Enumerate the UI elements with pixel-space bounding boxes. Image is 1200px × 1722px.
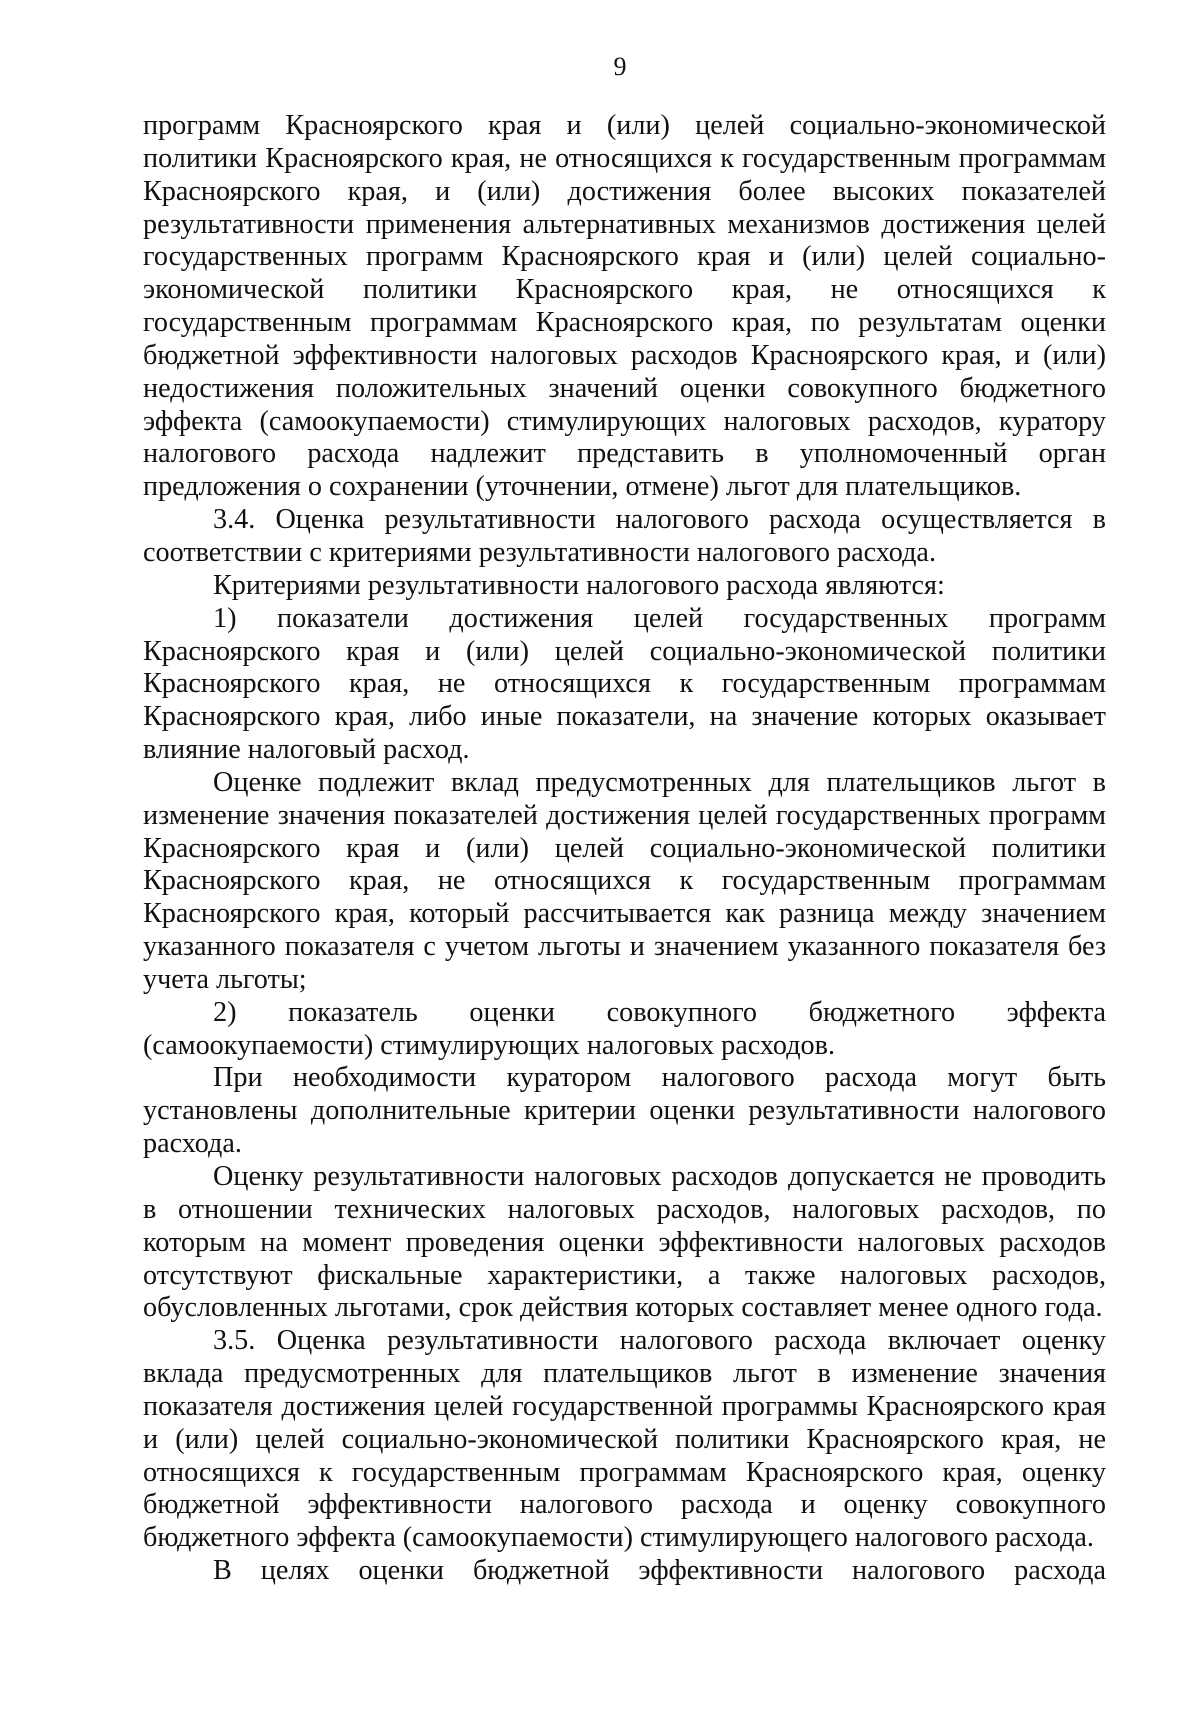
paragraph-6: 2) показатель оценки совокупного бюджетного эффекта (самоокупаемости) стимулирующих налоговых расходов.: [143, 996, 1106, 1061]
paragraph-2: 3.4. Оценка результативности налогового расхода осуществляется в соответствии с критериями результативности налогового расхода.: [143, 504, 1106, 568]
paragraph-1: программ Красноярского края и (или) целей социально-экономической политики Красноярского края, не относящихся к государственным программам Красноярского края, и (или) достижения более высоких показателей результативности применения альтернативных механизмов достижения целей государственных программ Красноярского края и (или) целей социально-экономической политики Красноярского края, не относящихся к государственным программам Красноярского края, по результатам оценки бюджетной эффективности налоговых расходов Красноярского края, и (или) недостижения положительных значений оценки совокупного бюджетного эффекта (самоокупаемости) стимулирующих налоговых расходов, куратору налогового расхода надлежит представить в уполномоченный орган предложения о сохранении (уточнении, отмене) льгот для плательщиков.: [143, 110, 1106, 503]
paragraph-9: 3.5. Оценка результативности налогового расхода включает оценку вклада предусмотренных для плательщиков льгот в изменение значения показателя достижения целей государственной программы Красноярского края и (или) целей социально-экономической политики Красноярского края, не относящихся к государственным программам Красноярского края, оценку бюджетной эффективности налогового расхода и оценку совокупного бюджетного эффекта (самоокупаемости) стимулирующего налогового расхода.: [143, 1325, 1106, 1554]
paragraph-7: При необходимости куратором налогового расхода могут быть установлены дополнительные критерии оценки результативности налогового расхода.: [143, 1062, 1106, 1160]
paragraph-5: Оценке подлежит вклад предусмотренных для плательщиков льгот в изменение значения показателей достижения целей государственных программ Красноярского края и (или) целей социально-экономической политики Красноярского края, не относящихся к государственным программам Красноярского края, который рассчитывается как разница между значением указанного показателя с учетом льготы и значением указанного показателя без учета льготы;: [143, 766, 1106, 995]
paragraph-8: Оценку результативности налоговых расходов допускается не проводить в отношении технических налоговых расходов, налоговых расходов, по которым на момент проведения оценки эффективности налоговых расходов отсутствуют фискальные характеристики, а также налоговых расходов, обусловленных льготами, срок действия которых составляет менее одного года.: [143, 1161, 1106, 1324]
paragraph-10: В целях оценки бюджетной эффективности налогового расхода: [213, 1555, 1106, 1587]
paragraph-3: Критериями результативности налогового расхода являются:: [213, 569, 945, 601]
paragraph-4: 1) показатели достижения целей государственных программ Красноярского края и (или) целей социально-экономической политики Красноярского края, не относящихся к государственным программам Красноярского края, либо иные показатели, на значение которых оказывает влияние налоговый расход.: [143, 602, 1106, 766]
document-body: [143, 110, 1106, 1588]
page-number: 9: [613, 52, 627, 81]
